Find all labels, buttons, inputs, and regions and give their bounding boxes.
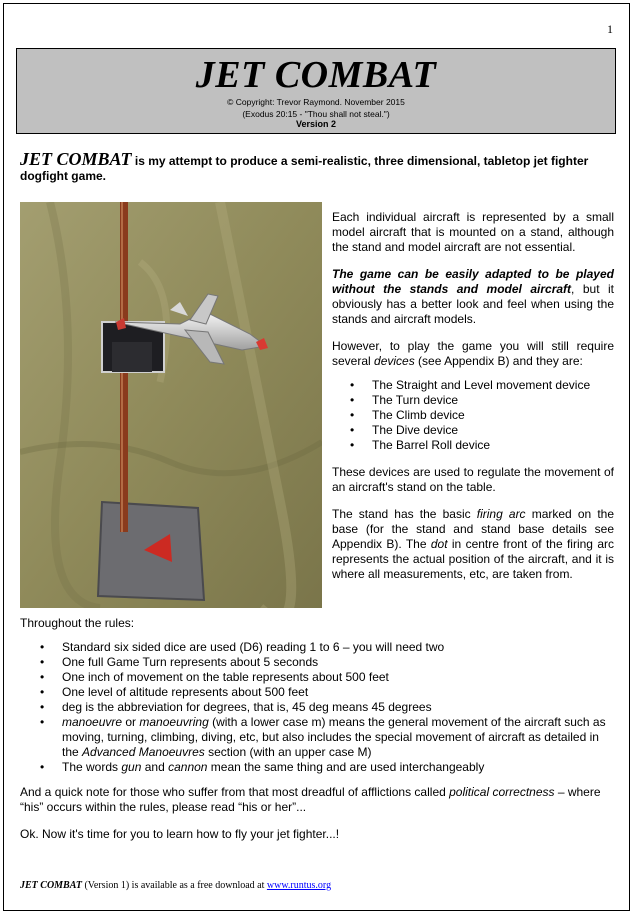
manoeuvre-tail: section (with an upper case M)	[204, 745, 372, 759]
list-item: • One inch of movement on the table represents about 500 feet	[62, 670, 614, 685]
list-item: • The Barrel Roll device	[372, 438, 614, 453]
rules-or: or	[122, 715, 140, 729]
gun-a: The words	[62, 760, 122, 774]
list-item: • The Dive device	[372, 423, 614, 438]
footer-text: (Version 1) is available as a free download at	[81, 880, 267, 891]
correctness-note	[20, 785, 614, 815]
firing-arc-b: marked on the base (for the stand and stand base details see Appendix B). The	[332, 507, 615, 551]
manoeuvring-term: manoeuvring	[139, 715, 209, 729]
list-item: • One full Game Turn represents about 5 seconds	[62, 655, 614, 670]
intro-brand: JET COMBAT	[20, 149, 132, 169]
title-box	[16, 48, 616, 134]
right-column	[332, 210, 614, 594]
copyright-line: © Copyright: Trevor Raymond. November 2015	[227, 97, 405, 107]
manoeuvre-text: (with a lower case m) means the general movement of the aircraft such as moving, turning, climbing, diving, etc, but also includes the special movement of aircraft as detailed in the	[62, 715, 606, 759]
firing-arc-paragraph	[332, 507, 614, 582]
list-item: • The Turn device	[372, 393, 614, 408]
list-item	[62, 715, 614, 760]
firing-arc-a: The stand has the basic	[332, 507, 477, 521]
gun-b: and	[141, 760, 169, 774]
page-number: 1	[607, 22, 613, 36]
devices-term: devices	[374, 354, 415, 368]
firing-arc-c: in centre front of the firing arc represents the actual position of the aircraft, and it is where all measurements, etc, are taken from.	[332, 537, 614, 581]
list-item: • deg is the abbreviation for degrees, that is, 45 deg means 45 degrees	[62, 700, 614, 715]
adaptation-emphasis: The game can be easily adapted to be played without the stands and model aircraft	[332, 267, 614, 296]
document-title: JET COMBAT	[195, 54, 437, 96]
devices-intro-b: (see Appendix B) and they are:	[414, 354, 583, 368]
aircraft-paragraph: Each individual aircraft is represented by a small model aircraft that is mounted on a stand, although the stand and model aircraft are not essential.	[332, 210, 614, 254]
rules-section	[20, 616, 614, 854]
gun-term: gun	[121, 760, 142, 774]
scripture-line: (Exodus 20:15 - "Thou shall not steal.")	[242, 109, 390, 119]
note-b: – where “his” occurs within the rules, please read “his or her”...	[20, 785, 601, 814]
download-link[interactable]: www.runtus.org	[266, 880, 332, 891]
dot-term: dot	[430, 537, 448, 551]
device-list	[332, 378, 614, 453]
rules-list	[20, 640, 614, 775]
devices-intro-a: However, to play the game you will still require several	[332, 339, 614, 368]
rules-lead: Throughout the rules:	[20, 616, 135, 630]
footer	[20, 880, 331, 891]
list-item: • One level of altitude represents about 500 feet	[62, 685, 614, 700]
gun-c: mean the same thing and are used interchangeably	[207, 760, 485, 774]
intro-text: is my attempt to produce a semi-realistic, three dimensional, tabletop jet fighter dogfight game.	[20, 154, 589, 183]
adaptation-paragraph	[332, 267, 614, 327]
list-item: • The Straight and Level movement device	[372, 378, 614, 393]
devices-intro	[332, 339, 614, 369]
intro-paragraph	[20, 149, 614, 184]
devices-purpose-paragraph: These devices are used to regulate the movement of an aircraft's stand on the table.	[332, 465, 614, 494]
firing-arc-term: firing arc	[476, 507, 526, 521]
photo-illustration	[20, 202, 322, 608]
aircraft-stand-photo	[20, 202, 322, 608]
version-label: Version 2	[295, 119, 337, 129]
adaptation-rest: , but it obviously has a better look and feel when using the stands and aircraft models.	[332, 282, 615, 326]
note-a: And a quick note for those who suffer from that most dreadful of afflictions called	[20, 785, 450, 799]
footer-brand: JET COMBAT	[20, 880, 82, 891]
cannon-term: cannon	[168, 760, 208, 774]
advanced-manoeuvres-term: Advanced Manoeuvres	[82, 745, 205, 759]
note-emphasis: political correctness	[449, 785, 555, 799]
manoeuvre-term: manoeuvre	[62, 715, 123, 729]
list-item: • The Climb device	[372, 408, 614, 423]
list-item	[62, 760, 614, 775]
closing-line: Ok. Now it's time for you to learn how to fly your jet fighter...!	[20, 827, 340, 841]
list-item: • Standard six sided dice are used (D6) reading 1 to 6 – you will need two	[62, 640, 614, 655]
